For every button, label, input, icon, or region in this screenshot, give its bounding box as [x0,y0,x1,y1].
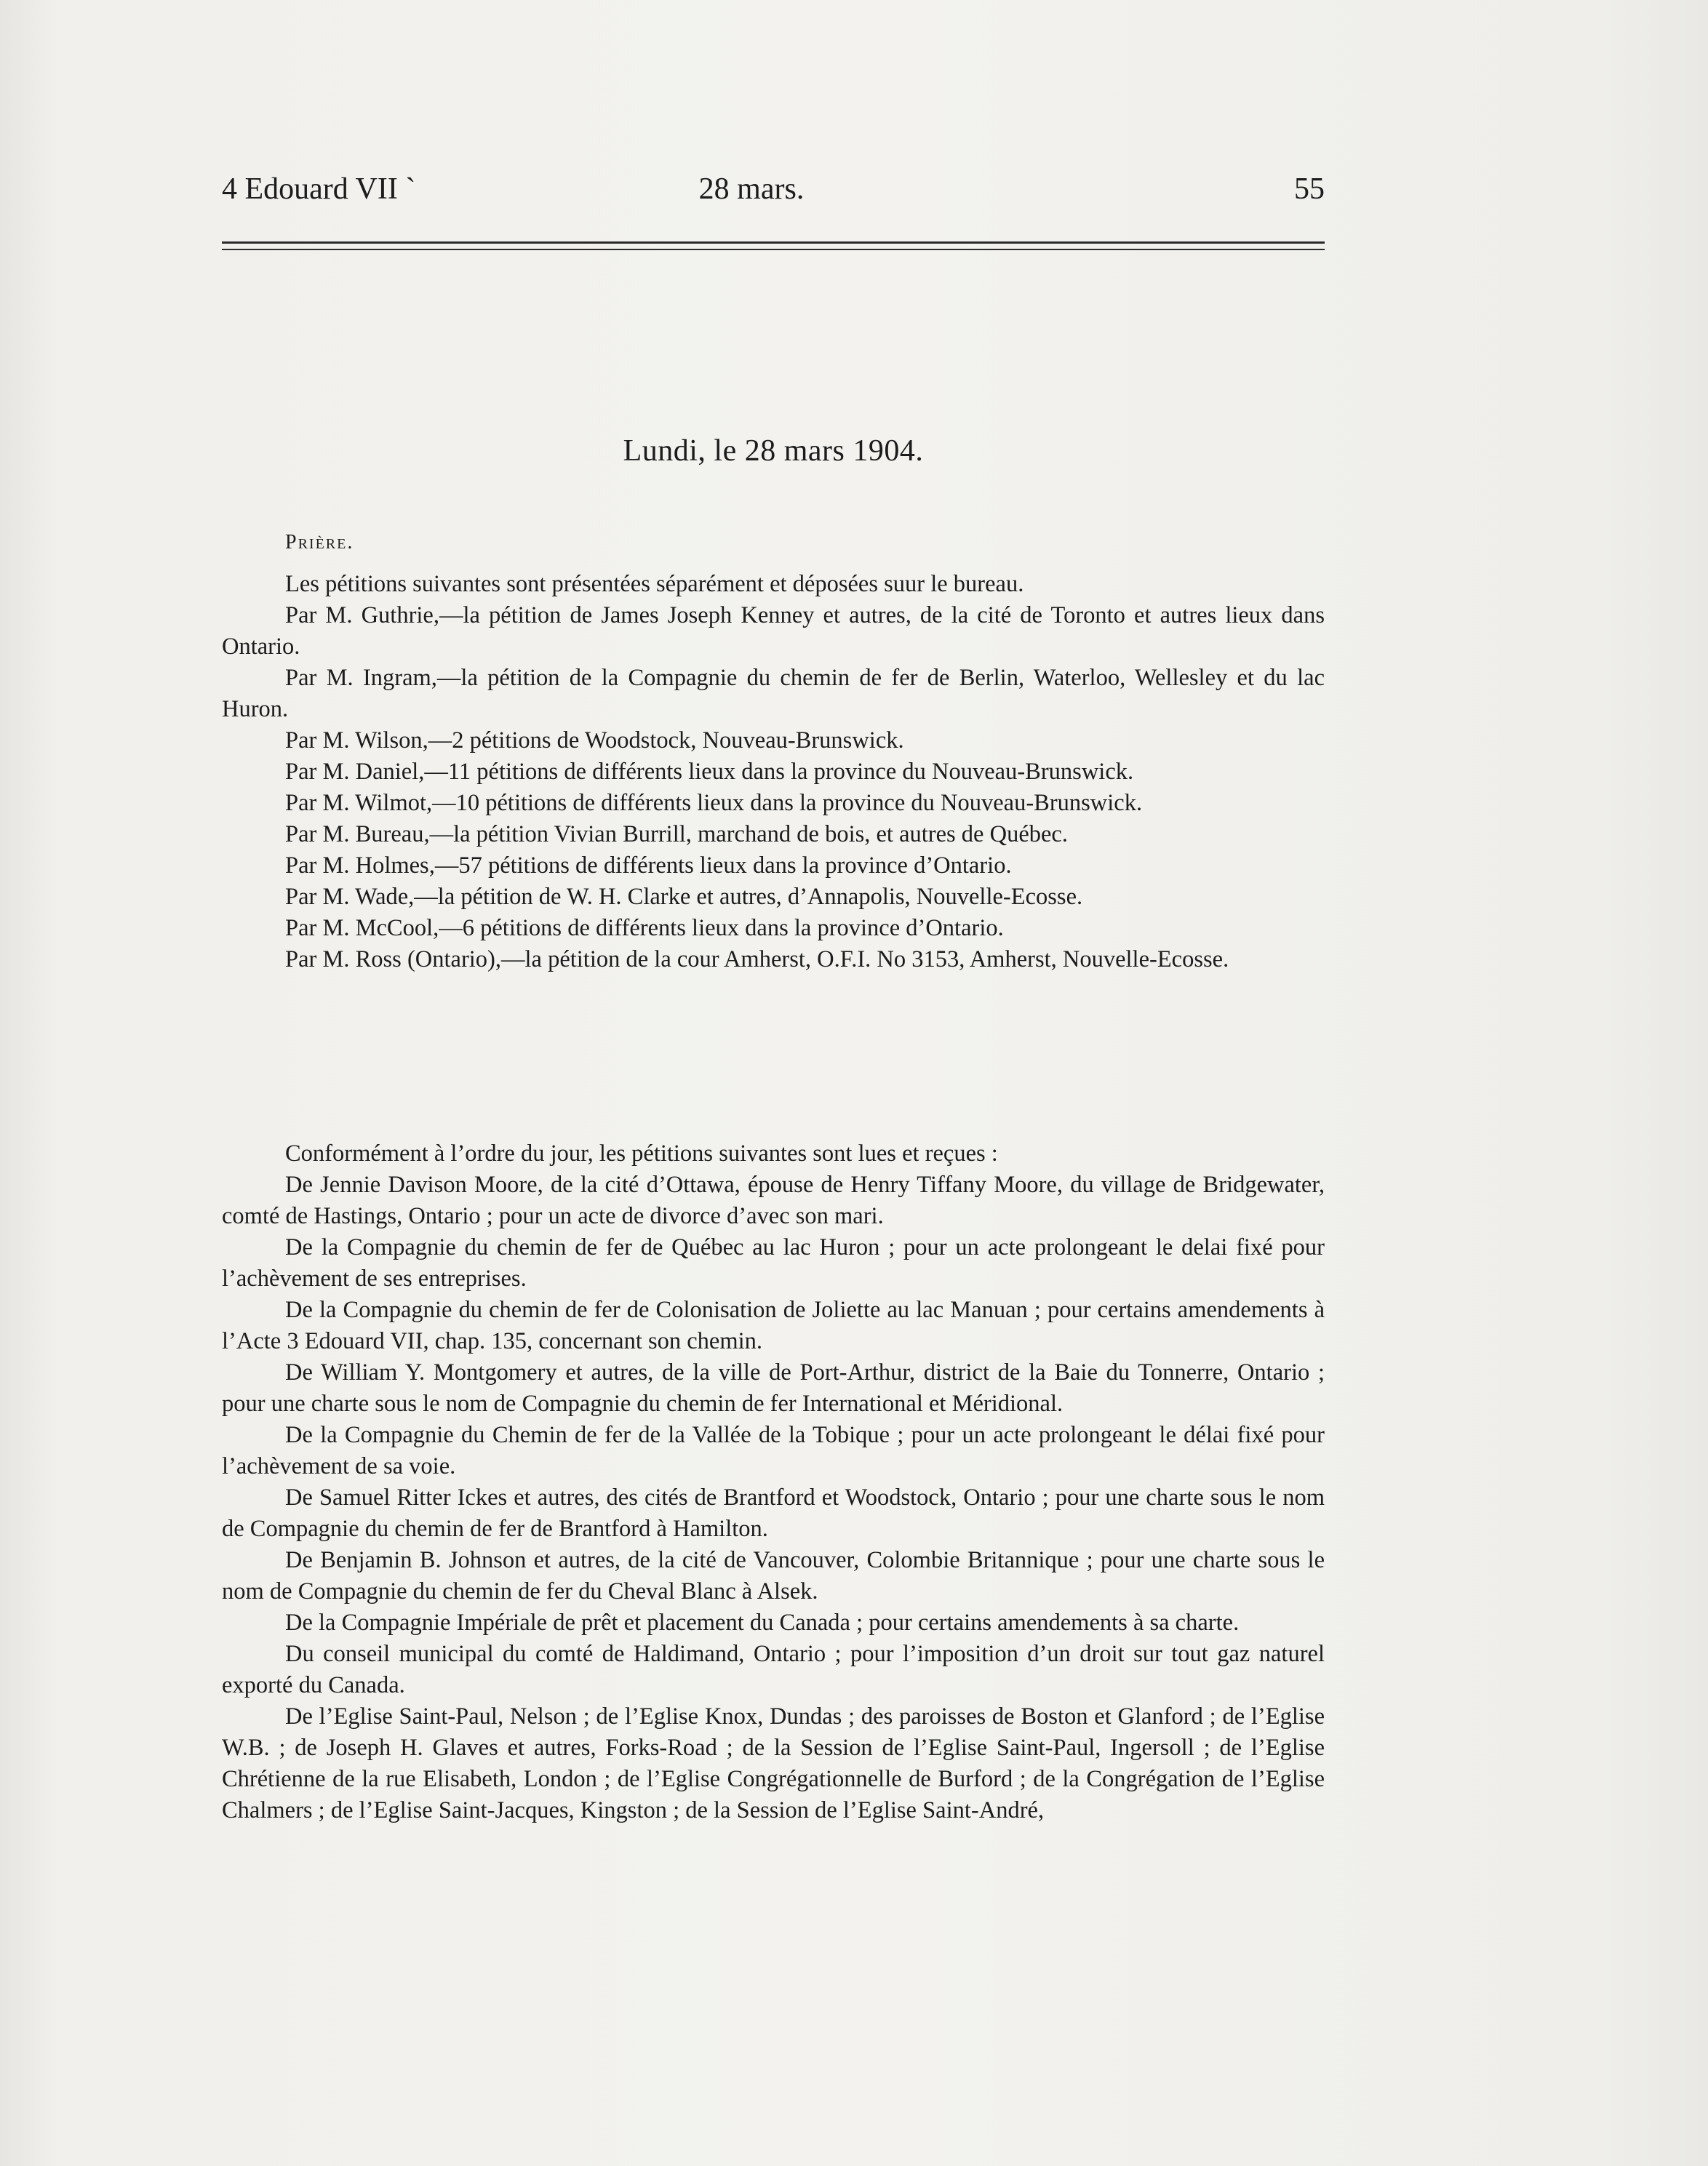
paragraph: Par M. Ross (Ontario),—la pétition de la cour Amherst, O.F.I. No 3153, Amherst, Nouvelle-Ecosse. [285,946,1229,972]
header-date: 28 mars. [698,172,805,206]
paragraph: Par M. Holmes,—57 pétitions de différents lieux dans la province d’Ontario. [285,852,1012,879]
paragraph: Conformément à l’ordre du jour, les pétitions suivantes sont lues et reçues : [285,1140,998,1167]
paragraph: De l’Eglise Saint-Paul, Nelson ; de l’Eglise Knox, Dundas ; des paroisses de Boston et Glanford ; de l’Eglise W.B. ; de Joseph H. Glaves et autres, Forks-Road ; de la Session de l’Eglise Saint-Paul, Ingersoll ; de l’Eglise Chrétienne de la rue Elisabeth, London ; de l’Eglise Congrégationnelle de Burford ; de la Congrégation de l’Eglise Chalmers ; de l’Eglise Saint-Jacques, Kingston ; de la Session de l’Eglise Saint-André, [222,1703,1325,1823]
paragraph: Par M. Wilson,—2 pétitions de Woodstock, Nouveau-Brunswick. [285,727,904,754]
paragraph: De la Compagnie du Chemin de fer de la Vallée de la Tobique ; pour un acte prolongeant le délai fixé pour l’achèvement de sa voie. [222,1422,1325,1479]
paragraph: Du conseil municipal du comté de Haldimand, Ontario ; pour l’imposition d’un droit sur tout gaz naturel exporté du Canada. [222,1641,1325,1698]
running-header [222,169,1325,209]
paragraph: Par M. McCool,—6 pétitions de différents lieux dans la province d’Ontario. [285,915,1004,941]
paragraph: Par M. Guthrie,—la pétition de James Joseph Kenney et autres, de la cité de Toronto et autres lieux dans Ontario. [222,602,1325,660]
paragraph: Par M. Wade,—la pétition de W. H. Clarke et autres, d’Annapolis, Nouvelle-Ecosse. [285,884,1083,910]
paragraph: Par M. Ingram,—la pétition de la Compagnie du chemin de fer de Berlin, Waterloo, Wellesley et du lac Huron. [222,665,1325,722]
page-title: Lundi, le 28 mars 1904. [623,434,924,468]
paragraph: Les pétitions suivantes sont présentées séparément et déposées suur le bureau. [285,571,1024,597]
paragraph: Par M. Wilmot,—10 pétitions de différents lieux dans la province du Nouveau-Brunswick. [285,790,1143,816]
header-rule-top [222,241,1325,244]
petitions-presented [222,569,1325,975]
paragraph: Par M. Daniel,—11 pétitions de différents lieux dans la province du Nouveau-Brunswick. [285,759,1134,785]
petitions-read-and-received [222,1138,1325,1826]
paragraph: De Jennie Davison Moore, de la cité d’Ottawa, épouse de Henry Tiffany Moore, du village de Bridgewater, comté de Hastings, Ontario ; pour un acte de divorce d’avec son mari. [222,1172,1325,1229]
paragraph: De la Compagnie du chemin de fer de Colonisation de Joliette au lac Manuan ; pour certains amendements à l’Acte 3 Edouard VII, chap. 135, concernant son chemin. [222,1297,1325,1354]
header-regnal-year: 4 Edouard VII ` [222,172,416,206]
paragraph: De la Compagnie du chemin de fer de Québec au lac Huron ; pour un acte prolongeant le delai fixé pour l’achèvement de ses entreprises. [222,1234,1325,1292]
paragraph: Par M. Bureau,—la pétition Vivian Burrill, marchand de bois, et autres de Québec. [285,821,1068,847]
page-number: 55 [1294,172,1325,206]
paragraph: De Benjamin B. Johnson et autres, de la cité de Vancouver, Colombie Britannique ; pour une charte sous le nom de Compagnie du chemin de fer du Cheval Blanc à Alsek. [222,1547,1325,1604]
paragraph: De la Compagnie Impériale de prêt et placement du Canada ; pour certains amendements à sa charte. [285,1610,1240,1636]
paragraph: De Samuel Ritter Ickes et autres, des cités de Brantford et Woodstock, Ontario ; pour une charte sous le nom de Compagnie du chemin de fer de Brantford à Hamilton. [222,1484,1325,1542]
section-heading-priere: Prière. [285,531,354,554]
paragraph: De William Y. Montgomery et autres, de la ville de Port-Arthur, district de la Baie du Tonnerre, Ontario ; pour une charte sous le nom de Compagnie du chemin de fer International et Méridional. [222,1359,1325,1417]
header-rule-bottom [222,249,1325,250]
